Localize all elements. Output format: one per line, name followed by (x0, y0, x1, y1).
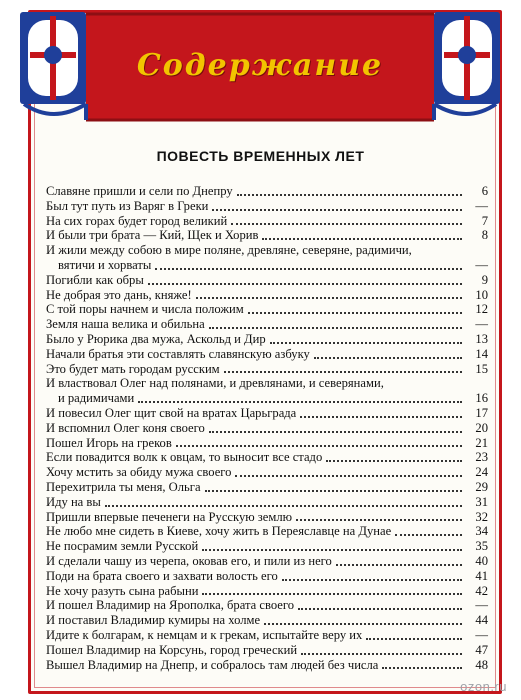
toc-entry-title: Славяне пришли и сели по Днепру (46, 184, 233, 198)
toc-page-number: 42 (475, 583, 488, 598)
toc-entry[interactable] (46, 495, 488, 510)
toc-page-number: 40 (475, 553, 488, 568)
dot-leader (382, 666, 462, 669)
toc-page-number: 23 (475, 450, 488, 465)
toc-entry[interactable] (46, 376, 488, 406)
toc-entry-title: Было у Рюрика два мужа, Аскольд и Дир (46, 331, 266, 346)
toc-entry[interactable] (46, 421, 488, 436)
toc-entry-title: Не хочу разуть сына рабыни (46, 583, 199, 598)
toc-entry[interactable] (46, 347, 488, 362)
toc-entry[interactable] (46, 243, 488, 273)
dot-leader (209, 326, 462, 329)
toc-entry[interactable] (46, 510, 488, 525)
dot-leader (248, 311, 462, 314)
dot-leader (231, 222, 462, 225)
table-of-contents (46, 184, 488, 672)
dot-leader (237, 193, 462, 196)
toc-entry-title-continued: вятичи и хорваты (58, 257, 152, 272)
toc-entry[interactable] (46, 643, 488, 658)
toc-entry-title: И поставил Владимир кумиры на холме (46, 613, 261, 628)
toc-entry[interactable] (46, 332, 488, 347)
dot-leader (300, 415, 462, 418)
toc-page-number: — (475, 317, 488, 332)
toc-entry[interactable] (46, 450, 488, 465)
dot-leader (282, 578, 462, 581)
toc-entry[interactable] (46, 465, 488, 480)
toc-entry[interactable] (46, 228, 488, 243)
toc-entry[interactable] (46, 569, 488, 584)
dot-leader (148, 282, 462, 285)
toc-entry[interactable] (46, 628, 488, 643)
toc-page-number: 16 (475, 391, 488, 406)
watermark: ozon.ru (460, 679, 507, 694)
toc-entry[interactable] (46, 288, 488, 303)
toc-page-number: 12 (475, 302, 488, 317)
toc-entry[interactable] (46, 317, 488, 332)
toc-entry-title: Хочу мстить за обиду мужа своего (46, 465, 232, 480)
toc-entry-title: Пошел Владимир на Корсунь, город греческий (46, 642, 298, 657)
toc-entry[interactable] (46, 406, 488, 421)
toc-entry-title: На сих горах будет город великий (46, 213, 228, 228)
dot-leader (314, 356, 462, 359)
toc-page-number: — (475, 198, 488, 213)
toc-page-number: — (475, 598, 488, 613)
toc-entry[interactable] (46, 214, 488, 229)
toc-page-number: 41 (475, 568, 488, 583)
toc-page-number: 20 (475, 420, 488, 435)
toc-entry-title: Если повадится волк к овцам, то выносит все стадо (46, 450, 323, 465)
dot-leader (205, 489, 462, 492)
dot-leader (235, 474, 462, 477)
dot-leader (138, 400, 462, 403)
toc-page-number: 6 (481, 184, 488, 198)
dot-leader (155, 267, 462, 270)
toc-entry-title: И сделали чашу из черепа, оковав его, и пили из него (46, 553, 332, 568)
toc-entry-title: Пришли впервые печенеги на Русскую землю (46, 509, 293, 524)
toc-page-number: 29 (475, 479, 488, 494)
toc-page-number: 17 (475, 405, 488, 420)
toc-entry-title: Перехитрила ты меня, Ольга (46, 479, 201, 494)
dot-leader (366, 637, 462, 640)
dot-leader (395, 533, 462, 536)
dot-leader (212, 208, 462, 211)
toc-entry-title: И жили между собою в мире поляне, древляне, северяне, радимичи, (46, 243, 412, 258)
toc-entry-title: Не посрамим земли Русской (46, 539, 199, 554)
toc-page-number: 32 (475, 509, 488, 524)
dot-leader (301, 652, 462, 655)
toc-entry[interactable] (46, 436, 488, 451)
toc-entry-title: Поди на брата своего и захвати волость его (46, 568, 278, 583)
toc-entry[interactable] (46, 362, 488, 377)
dot-leader (264, 622, 462, 625)
toc-page-number: — (475, 257, 488, 272)
toc-entry-title: Иду на вы (46, 494, 101, 509)
toc-page-number: — (475, 627, 488, 642)
toc-entry-title: Пошел Игорь на греков (46, 435, 172, 450)
dot-leader (262, 237, 462, 240)
toc-page-number: 48 (475, 657, 488, 672)
toc-page-number: 44 (475, 613, 488, 628)
toc-entry[interactable] (46, 273, 488, 288)
dot-leader (176, 444, 462, 447)
dot-leader (326, 459, 462, 462)
toc-page-number: 7 (481, 213, 488, 228)
toc-entry-title: И властвовал Олег над полянами, и древлянами, и северянами, (46, 376, 384, 391)
dot-leader (224, 370, 462, 373)
toc-entry[interactable] (46, 658, 488, 673)
toc-entry-title: Не любо мне сидеть в Киеве, хочу жить в Переяславце на Дунае (46, 524, 392, 539)
toc-entry-title: И пошел Владимир на Ярополка, брата своего (46, 598, 295, 613)
toc-entry-title: И повесил Олег щит свой на вратах Царьграда (46, 405, 297, 420)
toc-entry[interactable] (46, 539, 488, 554)
toc-entry-title: Не добрая это дань, княже! (46, 287, 192, 302)
toc-entry-title: Это будет мать городам русским (46, 361, 220, 376)
toc-entry[interactable] (46, 598, 488, 613)
toc-entry[interactable] (46, 302, 488, 317)
toc-entry-title: Земля наша велика и обильна (46, 317, 205, 332)
dot-leader (336, 563, 462, 566)
dot-leader (209, 430, 462, 433)
toc-entry[interactable] (46, 524, 488, 539)
toc-page-number: 8 (481, 228, 488, 243)
toc-entry[interactable] (46, 184, 488, 199)
toc-page-number: 9 (481, 272, 488, 287)
dot-leader (298, 607, 462, 610)
toc-entry-title-continued: и радимичами (58, 391, 135, 406)
toc-entry[interactable] (46, 480, 488, 495)
toc-entry-title: И вспомнил Олег коня своего (46, 420, 205, 435)
toc-entry-title: Был тут путь из Варяг в Греки (46, 198, 209, 213)
toc-entry[interactable] (46, 199, 488, 214)
dot-leader (296, 518, 462, 521)
toc-entry-title: Начали братья эти составлять славянскую азбуку (46, 346, 310, 361)
toc-entry-title: С той поры начнем и числа положим (46, 302, 244, 317)
toc-entry[interactable] (46, 613, 488, 628)
page-title: Содержание (136, 48, 384, 83)
toc-page-number: 14 (475, 346, 488, 361)
toc-page-number: 10 (475, 287, 488, 302)
dot-leader (196, 296, 462, 299)
toc-entry[interactable] (46, 554, 488, 569)
toc-page-number: 31 (475, 494, 488, 509)
toc-page-number: 35 (475, 539, 488, 554)
toc-entry-title: И были три брата — Кий, Щек и Хорив (46, 228, 259, 243)
dot-leader (270, 341, 462, 344)
section-heading: ПОВЕСТЬ ВРЕМЕННЫХ ЛЕТ (156, 148, 365, 164)
title-banner (16, 8, 504, 124)
dot-leader (202, 548, 462, 551)
toc-page-number: 13 (475, 331, 488, 346)
dot-leader (105, 504, 462, 507)
toc-entry-title: Погибли как обры (46, 272, 144, 287)
toc-entry-title: Идите к болгарам, к немцам и к грекам, испытайте веру их (46, 627, 363, 642)
toc-page-number: 24 (475, 465, 488, 480)
toc-page-number: 34 (475, 524, 488, 539)
toc-page-number: 47 (475, 642, 488, 657)
toc-entry-title: Вышел Владимир на Днепр, и собралось там людей без числа (46, 657, 379, 672)
dot-leader (202, 592, 462, 595)
toc-page-number: 21 (475, 435, 488, 450)
toc-entry[interactable] (46, 584, 488, 599)
toc-page-number: 15 (475, 361, 488, 376)
